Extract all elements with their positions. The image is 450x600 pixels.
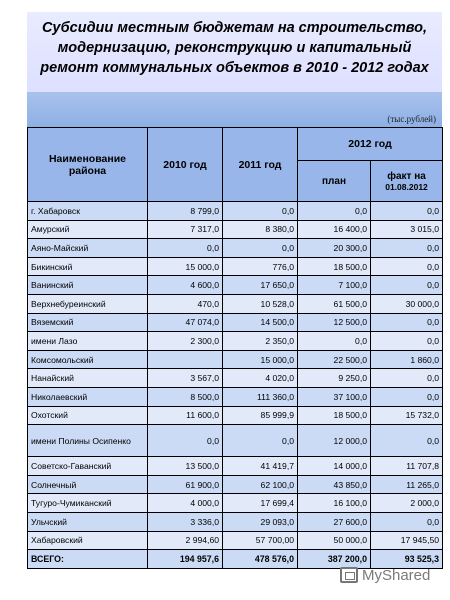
value-cell-plan: 50 000,0: [298, 531, 371, 550]
value-cell-y2010: 2 300,0: [148, 332, 223, 351]
value-cell-plan: 7 100,0: [298, 276, 371, 295]
header-2010: 2010 год: [148, 128, 223, 202]
district-cell: Солнечный: [28, 475, 148, 494]
watermark-text: MyShared: [362, 566, 431, 584]
value-cell-plan: 9 250,0: [298, 369, 371, 388]
header-band: [27, 92, 442, 127]
title-line-3: ремонт коммунальных объектов в 2010 - 2012 годах: [40, 60, 429, 76]
district-cell: Ванинский: [28, 276, 148, 295]
header-plan: план: [298, 161, 371, 202]
value-cell-fact: 15 732,0: [371, 406, 443, 425]
district-cell: Аяно-Майский: [28, 239, 148, 258]
district-cell: имени Полины Осипенко: [28, 425, 148, 457]
watermark: [340, 564, 430, 586]
value-cell-y2010: 47 074,0: [148, 313, 223, 332]
title-line-2: модернизацию, реконструкцию и капитальный: [57, 40, 412, 56]
value-cell-plan: 0,0: [298, 202, 371, 221]
district-cell: Хабаровский: [28, 531, 148, 550]
value-cell-fact: 0,0: [371, 202, 443, 221]
table-row: [28, 220, 443, 239]
value-cell-plan: 18 500,0: [298, 406, 371, 425]
value-cell-y2011: 0,0: [223, 239, 298, 258]
unit-label: (тыс.рублей): [387, 114, 436, 124]
value-cell-y2011: 776,0: [223, 257, 298, 276]
value-cell-fact: 30 000,0: [371, 294, 443, 313]
table-row: [28, 531, 443, 550]
value-cell-y2011: 14 500,0: [223, 313, 298, 332]
value-cell-fact: 11 707,8: [371, 457, 443, 476]
value-cell-y2010: 0,0: [148, 425, 223, 457]
district-cell: Верхнебуреинский: [28, 294, 148, 313]
value-cell-fact: 0,0: [371, 239, 443, 258]
header-2011: 2011 год: [223, 128, 298, 202]
value-cell-fact: 0,0: [371, 257, 443, 276]
value-cell-fact: 0,0: [371, 369, 443, 388]
value-cell-plan: 16 400,0: [298, 220, 371, 239]
district-cell: Советско-Гаванский: [28, 457, 148, 476]
value-cell-plan: 22 500,0: [298, 350, 371, 369]
page-title: [27, 18, 442, 78]
table-row: [28, 512, 443, 531]
district-cell: Охотский: [28, 406, 148, 425]
value-cell-y2011: 0,0: [223, 202, 298, 221]
value-cell-plan: 37 100,0: [298, 387, 371, 406]
table-row: [28, 257, 443, 276]
value-cell-y2011: 17 650,0: [223, 276, 298, 295]
value-cell-plan: 18 500,0: [298, 257, 371, 276]
table-row: [28, 276, 443, 295]
header-2012: 2012 год: [298, 128, 443, 161]
value-cell-y2011: 111 360,0: [223, 387, 298, 406]
value-cell-plan: 14 000,0: [298, 457, 371, 476]
value-cell-y2010: 7 317,0: [148, 220, 223, 239]
value-cell-y2010: 470,0: [148, 294, 223, 313]
district-cell: г. Хабаровск: [28, 202, 148, 221]
district-cell: Бикинский: [28, 257, 148, 276]
value-cell-y2010: 3 336,0: [148, 512, 223, 531]
table-row: [28, 294, 443, 313]
value-cell-y2011: 8 380,0: [223, 220, 298, 239]
value-cell-y2010: [148, 350, 223, 369]
value-cell-y2010: 4 600,0: [148, 276, 223, 295]
value-cell-plan: 16 100,0: [298, 494, 371, 513]
table-row: [28, 387, 443, 406]
table-row: [28, 494, 443, 513]
value-cell-plan: 43 850,0: [298, 475, 371, 494]
value-cell-y2010: 194 957,6: [148, 550, 223, 569]
table-row: [28, 332, 443, 351]
value-cell-y2010: 3 567,0: [148, 369, 223, 388]
value-cell-y2010: 15 000,0: [148, 257, 223, 276]
value-cell-y2011: 29 093,0: [223, 512, 298, 531]
value-cell-fact: 0,0: [371, 387, 443, 406]
district-cell: имени Лазо: [28, 332, 148, 351]
value-cell-fact: 0,0: [371, 425, 443, 457]
value-cell-y2011: 41 419,7: [223, 457, 298, 476]
presentation-logo-icon: [340, 567, 358, 583]
title-line-1: Субсидии местным бюджетам на строительство,: [41, 20, 428, 36]
table-row: [28, 350, 443, 369]
header-district: Наименование района: [28, 128, 148, 202]
value-cell-fact: 0,0: [371, 313, 443, 332]
subsidies-table: [27, 127, 443, 569]
value-cell-y2010: 0,0: [148, 239, 223, 258]
value-cell-y2011: 2 350,0: [223, 332, 298, 351]
value-cell-y2010: 61 900,0: [148, 475, 223, 494]
value-cell-plan: 20 300,0: [298, 239, 371, 258]
value-cell-plan: 0,0: [298, 332, 371, 351]
district-cell: Тугуро-Чумиканский: [28, 494, 148, 513]
value-cell-y2011: 62 100,0: [223, 475, 298, 494]
value-cell-y2011: 0,0: [223, 425, 298, 457]
table-row: [28, 313, 443, 332]
district-cell: Комсомольский: [28, 350, 148, 369]
table-row: [28, 369, 443, 388]
value-cell-y2010: 11 600,0: [148, 406, 223, 425]
table-row: [28, 406, 443, 425]
district-cell: Амурский: [28, 220, 148, 239]
title-box: [27, 12, 442, 92]
value-cell-y2011: 10 528,0: [223, 294, 298, 313]
header-fact-date: 01.08.2012: [385, 181, 428, 192]
table-row: [28, 457, 443, 476]
value-cell-y2010: 8 799,0: [148, 202, 223, 221]
value-cell-fact: 93 525,3: [371, 550, 443, 569]
value-cell-fact: 17 945,50: [371, 531, 443, 550]
value-cell-fact: 1 860,0: [371, 350, 443, 369]
district-cell: Ульчский: [28, 512, 148, 531]
table-body: [28, 202, 443, 569]
value-cell-y2011: 4 020,0: [223, 369, 298, 388]
header-fact: [371, 161, 443, 202]
table-row: [28, 239, 443, 258]
value-cell-fact: 2 000,0: [371, 494, 443, 513]
district-cell: Николаевский: [28, 387, 148, 406]
value-cell-y2010: 8 500,0: [148, 387, 223, 406]
value-cell-plan: 27 600,0: [298, 512, 371, 531]
district-cell: Нанайский: [28, 369, 148, 388]
value-cell-y2011: 15 000,0: [223, 350, 298, 369]
value-cell-y2011: 57 700,00: [223, 531, 298, 550]
district-cell: ВСЕГО:: [28, 550, 148, 569]
value-cell-plan: 387 200,0: [298, 550, 371, 569]
value-cell-y2011: 85 999,9: [223, 406, 298, 425]
value-cell-y2010: 4 000,0: [148, 494, 223, 513]
value-cell-fact: 0,0: [371, 332, 443, 351]
table-row: [28, 425, 443, 457]
value-cell-y2010: 2 994,60: [148, 531, 223, 550]
value-cell-fact: 0,0: [371, 276, 443, 295]
table-row: [28, 202, 443, 221]
value-cell-fact: 11 265,0: [371, 475, 443, 494]
value-cell-y2011: 478 576,0: [223, 550, 298, 569]
district-cell: Вяземский: [28, 313, 148, 332]
value-cell-y2011: 17 699,4: [223, 494, 298, 513]
header-fact-line1: факт на: [387, 170, 426, 182]
value-cell-plan: 12 500,0: [298, 313, 371, 332]
value-cell-plan: 12 000,0: [298, 425, 371, 457]
value-cell-plan: 61 500,0: [298, 294, 371, 313]
value-cell-fact: 0,0: [371, 512, 443, 531]
value-cell-y2010: 13 500,0: [148, 457, 223, 476]
value-cell-fact: 3 015,0: [371, 220, 443, 239]
table-row: [28, 475, 443, 494]
